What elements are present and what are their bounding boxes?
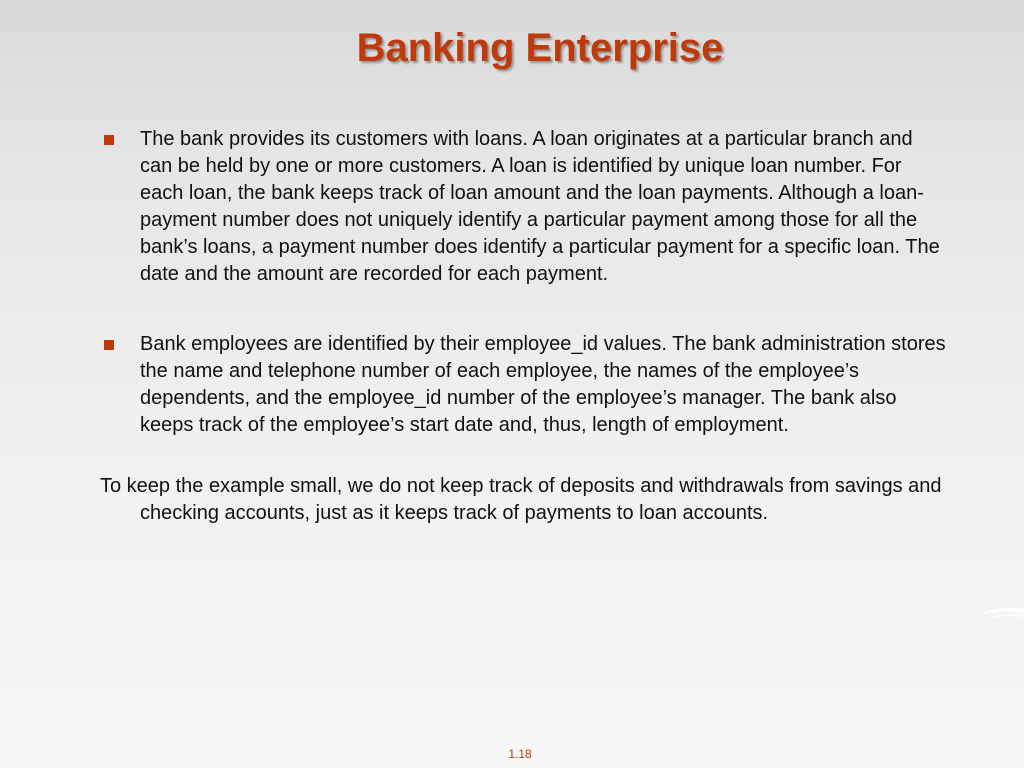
bullet-item <box>100 126 950 288</box>
decorative-swoosh-icon <box>984 598 1024 628</box>
bullet-text: Bank employees are identified by their employee_id values. The bank administration stores the name and telephone number of each employee, the names of the employee’s dependents, and the employee_id number of the employee’s manager. The bank also keeps track of the employee’s start date and, thus, length of employment. <box>140 333 946 436</box>
slide-content <box>100 126 950 527</box>
body-paragraph: To keep the example small, we do not keep track of deposits and withdrawals from savings and checking accounts, just as it keeps track of payments to loan accounts. <box>100 475 942 524</box>
bullet-item <box>100 331 950 439</box>
square-bullet-icon <box>104 135 114 145</box>
slide-number: 1.18 <box>508 747 532 761</box>
bullet-text: The bank provides its customers with loans. A loan originates at a particular branch and can be held by one or more customers. A loan is identified by unique loan number. For each loan, the bank keeps track of loan amount and the loan payments. Although a loan-payment number does not uniquely identify a particular payment among those for all the bank’s loans, a payment number does identify a particular payment for a specific loan. The date and the amount are recorded for each payment. <box>140 128 940 285</box>
slide-title: Banking Enterprise <box>356 26 724 70</box>
square-bullet-icon <box>104 340 114 350</box>
